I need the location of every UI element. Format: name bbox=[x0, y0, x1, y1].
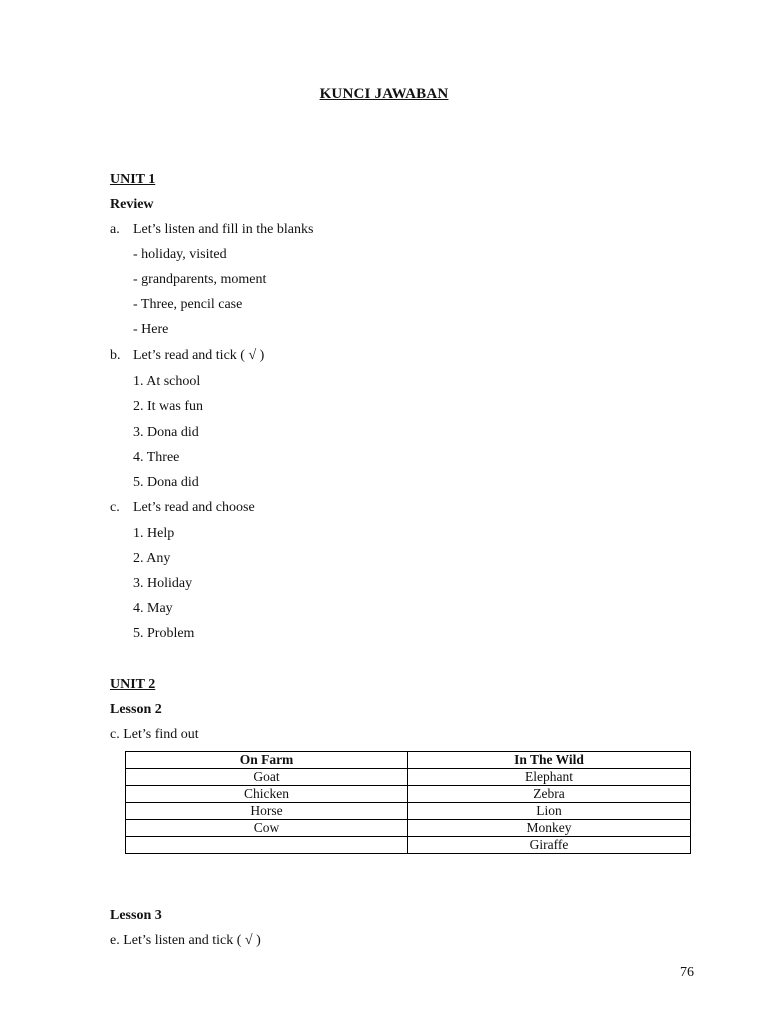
list-item: - Here bbox=[133, 322, 169, 337]
lesson2-instruction: c. Let’s find out bbox=[110, 727, 199, 742]
table-row bbox=[126, 803, 691, 820]
table-cell: Monkey bbox=[408, 820, 691, 837]
list-item: 3. Holiday bbox=[133, 576, 193, 591]
lesson2-heading: Lesson 2 bbox=[110, 702, 162, 717]
page-title: KUNCI JAWABAN bbox=[319, 86, 449, 102]
column-header-on-farm: On Farm bbox=[126, 752, 408, 769]
table-row bbox=[126, 769, 691, 786]
section-a-letter: a. bbox=[110, 222, 120, 237]
table-row bbox=[126, 786, 691, 803]
unit1-review-heading: Review bbox=[110, 197, 154, 212]
list-item: 2. It was fun bbox=[133, 399, 203, 414]
table-cell: Goat bbox=[126, 769, 408, 786]
section-b-label: Let’s read and tick ( √ ) bbox=[133, 348, 265, 363]
list-item: 4. Three bbox=[133, 450, 180, 465]
column-header-in-the-wild: In The Wild bbox=[408, 752, 691, 769]
section-c-label: Let’s read and choose bbox=[133, 500, 255, 515]
list-item: 5. Dona did bbox=[133, 475, 199, 490]
page-number: 76 bbox=[680, 965, 694, 980]
list-item: 4. May bbox=[133, 601, 173, 616]
list-item: - Three, pencil case bbox=[133, 297, 243, 312]
table-header-row bbox=[126, 752, 691, 769]
list-item: - holiday, visited bbox=[133, 247, 227, 262]
unit2-heading: UNIT 2 bbox=[110, 677, 156, 692]
list-item: 1. At school bbox=[133, 374, 201, 389]
table-cell: Horse bbox=[126, 803, 408, 820]
table-cell bbox=[126, 837, 408, 854]
section-c-letter: c. bbox=[110, 500, 120, 515]
list-item: 2. Any bbox=[133, 551, 171, 566]
table-cell: Zebra bbox=[408, 786, 691, 803]
list-item: 3. Dona did bbox=[133, 425, 199, 440]
lesson3-heading: Lesson 3 bbox=[110, 908, 162, 923]
table-cell: Lion bbox=[408, 803, 691, 820]
table-row bbox=[126, 820, 691, 837]
list-item: 5. Problem bbox=[133, 626, 195, 641]
section-a-label: Let’s listen and fill in the blanks bbox=[133, 222, 314, 237]
list-item: 1. Help bbox=[133, 526, 175, 541]
table-cell: Elephant bbox=[408, 769, 691, 786]
table-cell: Chicken bbox=[126, 786, 408, 803]
table-row bbox=[126, 837, 691, 854]
lesson3-instruction: e. Let’s listen and tick ( √ ) bbox=[110, 933, 261, 948]
unit1-heading: UNIT 1 bbox=[110, 172, 156, 187]
list-item: - grandparents, moment bbox=[133, 272, 267, 287]
section-b-letter: b. bbox=[110, 348, 121, 363]
table-cell: Cow bbox=[126, 820, 408, 837]
table-cell: Giraffe bbox=[408, 837, 691, 854]
animals-table bbox=[125, 751, 691, 854]
